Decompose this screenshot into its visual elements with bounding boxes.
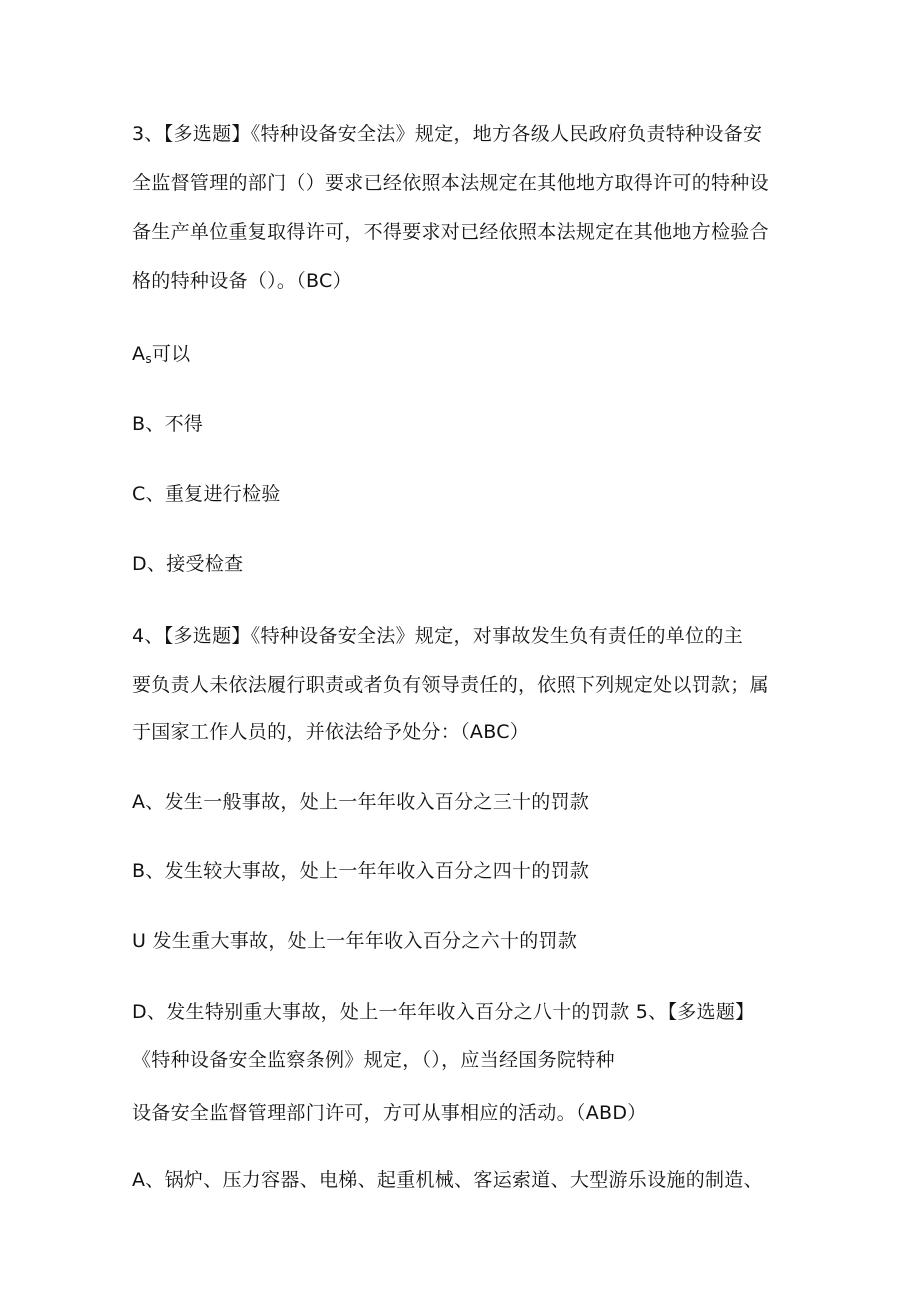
q3-option-a xyxy=(132,341,802,372)
q4-line-3: 于国家工作人员的，并依法给予处分：（ABC） xyxy=(132,721,530,743)
q3-line-4: 格的特种设备（）。（BC） xyxy=(132,270,352,292)
q4-option-b: B、发生较大事故，处上一年年收入百分之四十的罚款 xyxy=(132,860,590,882)
q3-line-1: 3、【多选题】《特种设备安全法》规定，地方各级人民政府负责特种设备安 xyxy=(132,123,763,145)
q4-option-d-q5-line-1: D、发生特别重大事故，处上一年年收入百分之八十的罚款 5、【多选题】 xyxy=(132,1001,755,1023)
q5-option-a: A、锅炉、压力容器、电梯、起重机械、客运索道、大型游乐设施的制造、 xyxy=(132,1169,763,1191)
q4-line-2: 要负责人未依法履行职责或者负有领导责任的，依照下列规定处以罚款；属 xyxy=(132,674,769,696)
q4-line-1: 4、【多选题】《特种设备安全法》规定，对事故发生负有责任的单位的主 xyxy=(132,625,743,647)
q5-line-2: 《特种设备安全监察条例》规定，（），应当经国务院特种 xyxy=(132,1049,615,1071)
q3-option-a-text: 可以 xyxy=(151,343,191,365)
q5-line-3: 设备安全监督管理部门许可，方可从事相应的活动。（ABD） xyxy=(132,1102,647,1124)
q3-option-d: D、接受检查 xyxy=(132,553,244,575)
q3-option-c: C、重复进行检验 xyxy=(132,483,281,505)
q4-option-c: U 发生重大事故，处上一年年收入百分之六十的罚款 xyxy=(132,930,578,952)
q3-line-2: 全监督管理的部门（）要求已经依照本法规定在其他地方取得许可的特种设 xyxy=(132,172,769,194)
q4-option-a: A、发生一般事故，处上一年年收入百分之三十的罚款 xyxy=(132,791,590,813)
q3-option-a-subscript: s xyxy=(145,352,152,366)
q3-option-b: B、不得 xyxy=(132,413,204,435)
q3-option-a-letter: A xyxy=(132,343,146,365)
q3-line-3: 备生产单位重复取得许可，不得要求对已经依照本法规定在其他地方检验合 xyxy=(132,221,769,243)
